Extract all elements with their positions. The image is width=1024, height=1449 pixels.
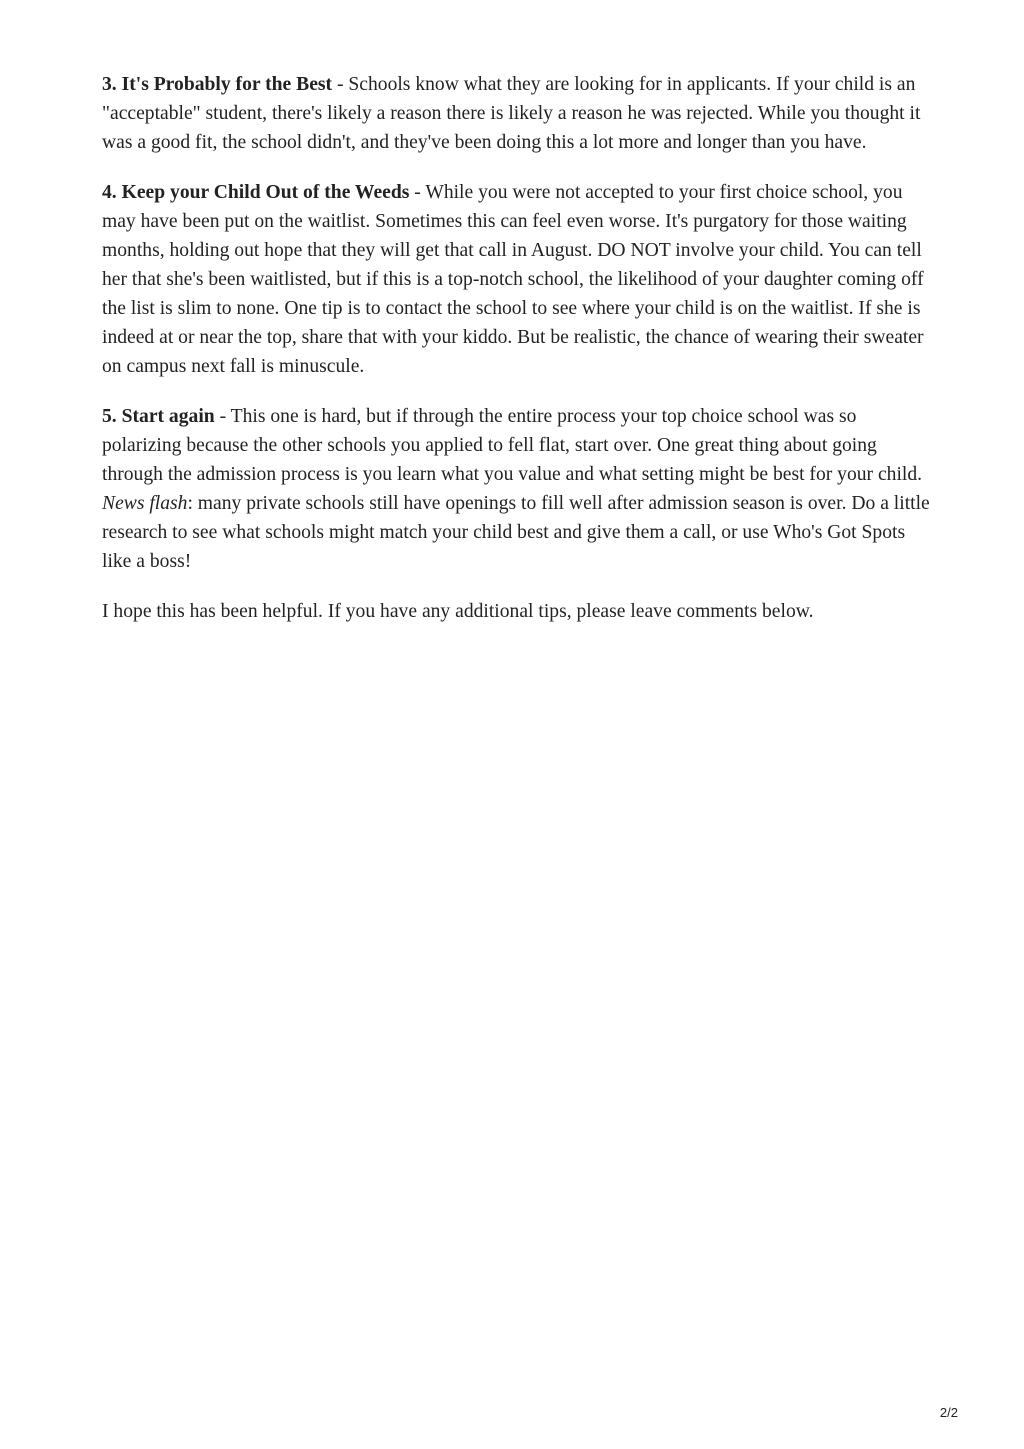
closing-paragraph: I hope this has been helpful. If you have any additional tips, please leave comments below. bbox=[102, 601, 814, 622]
tip-3-paragraph bbox=[102, 70, 932, 157]
tip-5-text-start: This one is hard, but if through the entire process your top choice school was so polarizing because the other schools you applied to fell flat, start over. One great thing about going through the admission process is you learn what you value and what setting might be best for your child. bbox=[102, 406, 923, 485]
tip-4-paragraph bbox=[102, 178, 932, 381]
article-body bbox=[102, 70, 932, 626]
tip-4-text: While you were not accepted to your first choice school, you may have been put on the waitlist. Sometimes this can feel even worse. It's purgatory for those waiting months, holding out hope that they will get that call in August. DO NOT involve your child. You can tell her that she's been waitlisted, but if this is a top-notch school, the likelihood of your daughter coming off the list is slim to none. One tip is to contact the school to see where your child is on the waitlist. If she is indeed at or near the top, share that with your kiddo. But be realistic, the chance of wearing their sweater on campus next fall is minuscule. bbox=[102, 182, 924, 377]
tip-3-text: Schools know what they are looking for in applicants. If your child is an "acceptable" student, there's likely a reason there is likely a reason he was rejected. While you thought it was a good fit, the school didn't, and they've been doing this a lot more and longer than you have. bbox=[102, 74, 921, 153]
page-number: 2/2 bbox=[939, 1405, 958, 1420]
tip-5-emphasis: News flash bbox=[102, 493, 188, 514]
tip-5-heading: 5. Start again bbox=[102, 406, 215, 427]
tip-3-heading: 3. It's Probably for the Best bbox=[102, 74, 333, 95]
tip-3-separator: - bbox=[332, 74, 349, 95]
tip-4-separator: - bbox=[409, 182, 426, 203]
tip-5-text-end: : many private schools still have openings to fill well after admission season is over. Do a little research to see what schools might match your child best and give them a call, or use Who's Got Spots like a boss! bbox=[102, 493, 930, 572]
tip-4-heading: 4. Keep your Child Out of the Weeds bbox=[102, 182, 410, 203]
tip-5-separator: - bbox=[214, 406, 231, 427]
tip-5-paragraph bbox=[102, 402, 932, 576]
